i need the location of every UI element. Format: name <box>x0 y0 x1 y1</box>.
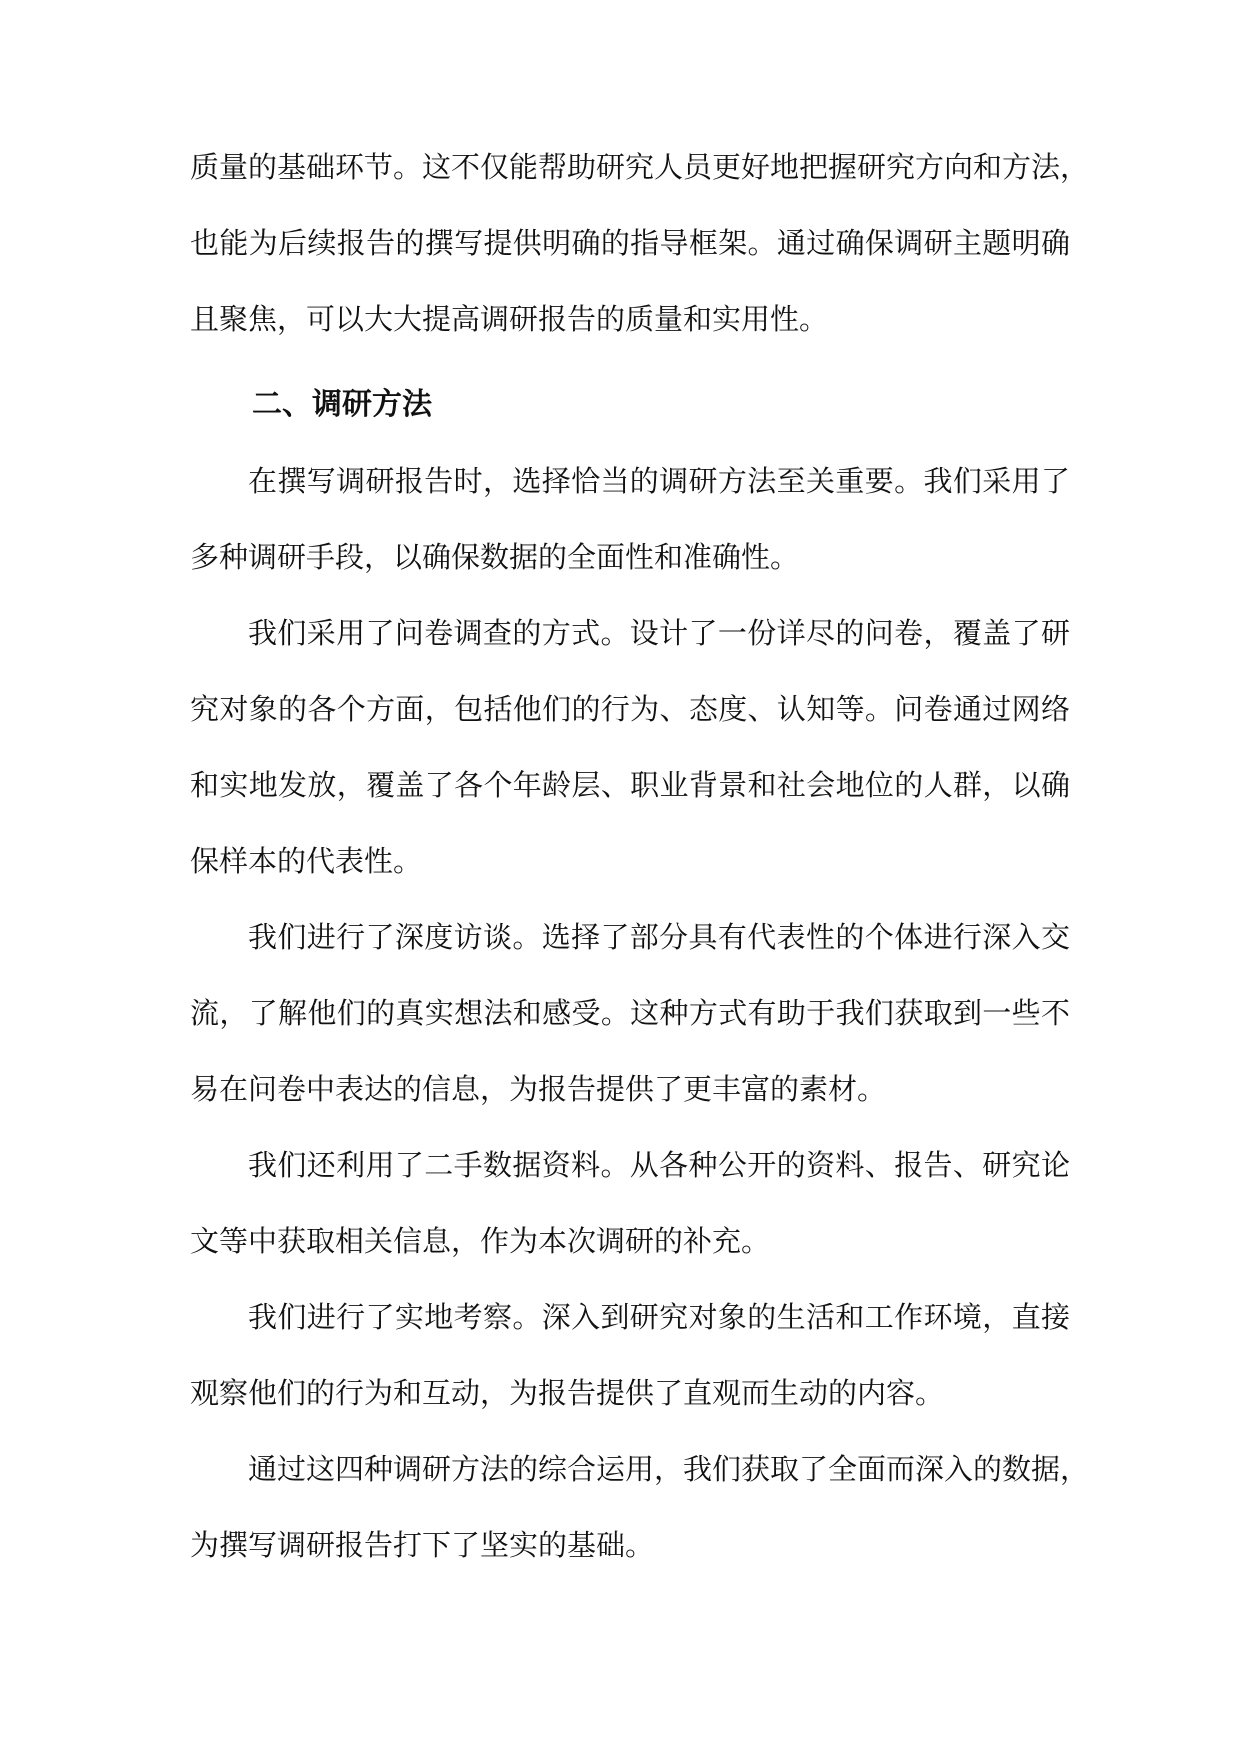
paragraph-secondary-data <box>190 1146 1070 1260</box>
paragraph-field-study <box>190 1298 1070 1412</box>
paragraph-line: 我们进行了实地考察。深入到研究对象的生活和工作环境，直接 <box>248 1300 1070 1334</box>
paragraph-interview <box>190 918 1070 1108</box>
paragraph-line: 在撰写调研报告时，选择恰当的调研方法至关重要。我们采用了 <box>248 464 1070 498</box>
paragraph-line: 通过这四种调研方法的综合运用，我们获取了全面而深入的数据， <box>248 1452 1090 1486</box>
paragraph-questionnaire <box>190 614 1070 880</box>
document-body <box>190 148 1090 1602</box>
paragraph-methods-intro <box>190 462 1070 576</box>
paragraph-line: 观察他们的行为和互动，为报告提供了直观而生动的内容。 <box>190 1376 945 1410</box>
paragraph-line: 流，了解他们的真实想法和感受。这种方式有助于我们获取到一些不 <box>190 996 1070 1030</box>
paragraph-line: 我们采用了问卷调查的方式。设计了一份详尽的问卷，覆盖了研 <box>248 616 1070 650</box>
paragraph-line: 和实地发放，覆盖了各个年龄层、职业背景和社会地位的人群，以确 <box>190 768 1070 802</box>
paragraph-line: 也能为后续报告的撰写提供明确的指导框架。通过确保调研主题明确 <box>190 226 1070 260</box>
paragraph-line: 我们还利用了二手数据资料。从各种公开的资料、报告、研究论 <box>248 1148 1070 1182</box>
paragraph-line: 文等中获取相关信息，作为本次调研的补充。 <box>190 1224 771 1258</box>
paragraph-line: 多种调研手段，以确保数据的全面性和准确性。 <box>190 540 800 574</box>
paragraph-line: 我们进行了深度访谈。选择了部分具有代表性的个体进行深入交 <box>248 920 1070 954</box>
intro-paragraph <box>190 148 1090 338</box>
paragraph-line: 且聚焦，可以大大提高调研报告的质量和实用性。 <box>190 302 829 336</box>
paragraph-line: 易在问卷中表达的信息，为报告提供了更丰富的素材。 <box>190 1072 887 1106</box>
paragraph-line: 保样本的代表性。 <box>190 844 423 878</box>
paragraph-line: 质量的基础环节。这不仅能帮助研究人员更好地把握研究方向和方法， <box>190 150 1090 184</box>
paragraph-conclusion <box>190 1450 1090 1564</box>
section-heading: 二、调研方法 <box>252 387 432 422</box>
paragraph-line: 究对象的各个方面，包括他们的行为、态度、认知等。问卷通过网络 <box>190 692 1070 726</box>
paragraph-line: 为撰写调研报告打下了坚实的基础。 <box>190 1528 655 1562</box>
